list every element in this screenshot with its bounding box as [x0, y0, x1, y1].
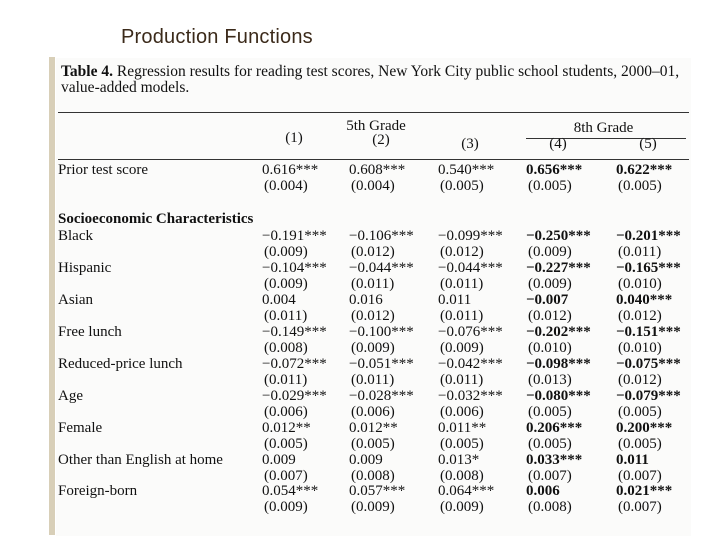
column-header-2: (2) [372, 132, 390, 148]
std-error-cell: (0.007) [264, 468, 308, 484]
std-error-cell: (0.010) [618, 340, 662, 356]
std-error-cell: (0.005) [618, 436, 662, 452]
row-label: Female [58, 420, 103, 436]
table-caption [61, 64, 689, 96]
std-error-cell: (0.012) [618, 308, 662, 324]
coefficient-cell: 0.200*** [616, 420, 673, 436]
column-header-5: (5) [639, 136, 657, 152]
std-error-cell: (0.005) [440, 178, 484, 194]
coefficient-cell: 0.021*** [616, 483, 673, 499]
group-header-8th-grade: 8th Grade [573, 120, 634, 136]
std-error-cell: (0.009) [528, 244, 572, 260]
coefficient-cell: 0.016 [349, 292, 383, 308]
row-label: Prior test score [58, 162, 148, 178]
std-error-cell: (0.012) [351, 244, 395, 260]
row-label: Hispanic [58, 260, 112, 276]
coefficient-cell: −0.080*** [526, 388, 591, 404]
coefficient-cell: 0.616*** [262, 162, 319, 178]
std-error-cell: (0.011) [618, 244, 662, 260]
coefficient-cell: −0.032*** [438, 388, 503, 404]
group-header-5th-grade: 5th Grade [346, 118, 406, 134]
coefficient-cell: 0.011 [616, 452, 649, 468]
std-error-cell: (0.011) [351, 276, 395, 292]
coefficient-cell: 0.622*** [616, 162, 673, 178]
std-error-cell: (0.008) [264, 340, 308, 356]
std-error-cell: (0.005) [528, 436, 572, 452]
slide-title: Production Functions [121, 26, 313, 48]
coefficient-cell: −0.250*** [526, 228, 591, 244]
std-error-cell: (0.008) [528, 499, 572, 515]
coefficient-cell: −0.044*** [438, 260, 503, 276]
std-error-cell: (0.009) [440, 340, 484, 356]
std-error-cell: (0.010) [618, 276, 662, 292]
std-error-cell: (0.012) [618, 372, 662, 388]
coefficient-cell: 0.040*** [616, 292, 673, 308]
std-error-cell: (0.011) [351, 372, 395, 388]
coefficient-cell: −0.202*** [526, 324, 591, 340]
coefficient-cell: 0.064*** [438, 483, 495, 499]
std-error-cell: (0.007) [618, 499, 662, 515]
coefficient-cell: −0.099*** [438, 228, 503, 244]
coefficient-cell: 0.012** [262, 420, 311, 436]
std-error-cell: (0.009) [264, 244, 308, 260]
coefficient-cell: −0.165*** [616, 260, 681, 276]
header-rule [58, 159, 689, 160]
coefficient-cell: 0.013* [438, 452, 480, 468]
std-error-cell: (0.011) [264, 308, 308, 324]
coefficient-cell: −0.079*** [616, 388, 681, 404]
std-error-cell: (0.012) [440, 244, 484, 260]
coefficient-cell: 0.006 [526, 483, 560, 499]
coefficient-cell: −0.075*** [616, 356, 681, 372]
table-scan [56, 58, 691, 536]
coefficient-cell: −0.106*** [349, 228, 414, 244]
coefficient-cell: 0.011 [438, 292, 472, 308]
std-error-cell: (0.009) [264, 499, 308, 515]
coefficient-cell: 0.206*** [526, 420, 583, 436]
row-label: Foreign-born [58, 483, 138, 499]
std-error-cell: (0.005) [528, 178, 572, 194]
coefficient-cell: 0.540*** [438, 162, 495, 178]
coefficient-cell: −0.227*** [526, 260, 591, 276]
row-label: Age [58, 388, 83, 404]
std-error-cell: (0.008) [351, 468, 395, 484]
std-error-cell: (0.004) [351, 178, 395, 194]
coefficient-cell: −0.007 [526, 292, 569, 308]
column-header-4: (4) [549, 136, 567, 152]
coefficient-cell: −0.100*** [349, 324, 414, 340]
row-label: Other than English at home [58, 452, 223, 468]
column-header-1: (1) [285, 130, 303, 146]
std-error-cell: (0.011) [264, 372, 308, 388]
coefficient-cell: 0.033*** [526, 452, 583, 468]
coefficient-cell: 0.057*** [349, 483, 406, 499]
coefficient-cell: −0.042*** [438, 356, 503, 372]
std-error-cell: (0.011) [440, 308, 484, 324]
coefficient-cell: −0.201*** [616, 228, 681, 244]
std-error-cell: (0.005) [618, 404, 662, 420]
coefficient-cell: 0.054*** [262, 483, 319, 499]
table-caption-text: Regression results for reading test scores, New York City public school students, 2000–01, value-added models. [61, 63, 680, 96]
coefficient-cell: 0.009 [262, 452, 296, 468]
std-error-cell: (0.009) [351, 340, 395, 356]
coefficient-cell: 0.009 [349, 452, 383, 468]
std-error-cell: (0.009) [351, 499, 395, 515]
coefficient-cell: −0.029*** [262, 388, 327, 404]
coefficient-cell: 0.011** [438, 420, 487, 436]
std-error-cell: (0.011) [440, 372, 484, 388]
coefficient-cell: 0.656*** [526, 162, 583, 178]
coefficient-cell: 0.012** [349, 420, 398, 436]
coefficient-cell: −0.104*** [262, 260, 327, 276]
coefficient-cell: −0.191*** [262, 228, 327, 244]
coefficient-cell: 0.004 [262, 292, 296, 308]
std-error-cell: (0.012) [351, 308, 395, 324]
row-label: Free lunch [58, 324, 122, 340]
std-error-cell: (0.010) [528, 340, 572, 356]
row-label: Black [58, 228, 93, 244]
std-error-cell: (0.013) [528, 372, 572, 388]
top-rule [58, 112, 689, 113]
table-number: Table 4. [61, 63, 113, 80]
section-label: Socioeconomic Characteristics [58, 211, 254, 227]
std-error-cell: (0.008) [440, 468, 484, 484]
std-error-cell: (0.005) [264, 436, 308, 452]
std-error-cell: (0.004) [264, 178, 308, 194]
coefficient-cell: −0.098*** [526, 356, 591, 372]
std-error-cell: (0.006) [264, 404, 308, 420]
std-error-cell: (0.005) [618, 178, 662, 194]
std-error-cell: (0.005) [440, 436, 484, 452]
column-header-3: (3) [461, 136, 479, 152]
std-error-cell: (0.009) [264, 276, 308, 292]
std-error-cell: (0.011) [440, 276, 484, 292]
std-error-cell: (0.006) [440, 404, 484, 420]
coefficient-cell: 0.608*** [349, 162, 406, 178]
coefficient-cell: −0.044*** [349, 260, 414, 276]
std-error-cell: (0.009) [528, 276, 572, 292]
std-error-cell: (0.009) [440, 499, 484, 515]
std-error-cell: (0.005) [351, 436, 395, 452]
coefficient-cell: −0.149*** [262, 324, 327, 340]
std-error-cell: (0.007) [618, 468, 662, 484]
coefficient-cell: −0.076*** [438, 324, 503, 340]
accent-bar [49, 57, 55, 535]
std-error-cell: (0.007) [528, 468, 572, 484]
std-error-cell: (0.006) [351, 404, 395, 420]
row-label: Asian [58, 292, 93, 308]
coefficient-cell: −0.072*** [262, 356, 327, 372]
coefficient-cell: −0.028*** [349, 388, 414, 404]
std-error-cell: (0.005) [528, 404, 572, 420]
row-label: Reduced-price lunch [58, 356, 183, 372]
coefficient-cell: −0.151*** [616, 324, 681, 340]
coefficient-cell: −0.051*** [349, 356, 414, 372]
std-error-cell: (0.012) [528, 308, 572, 324]
